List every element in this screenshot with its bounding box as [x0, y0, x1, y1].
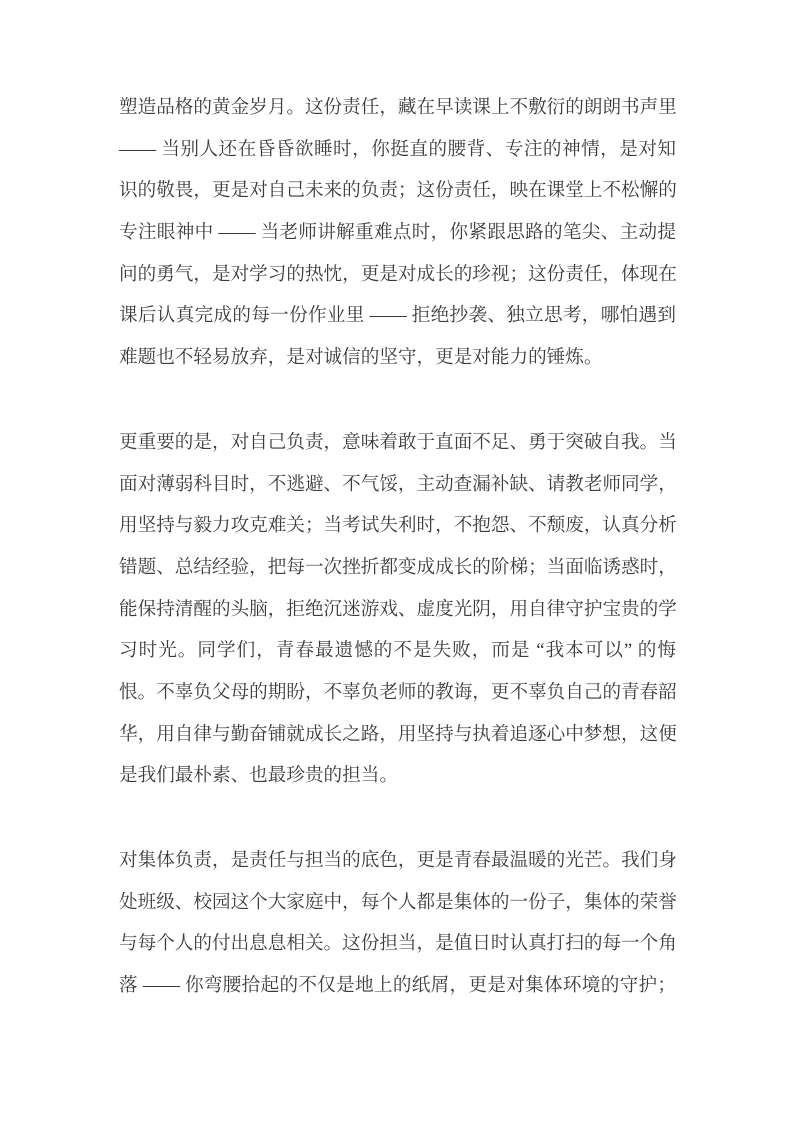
- paragraph-2: [119, 422, 676, 797]
- text-line: 错题、总结经验，把每一次挫折都变成成长的阶梯；当面临诱惑时，: [119, 556, 677, 578]
- text-line: 识的敬畏，更是对自己未来的负责；这份责任，映在课堂上不松懈的: [119, 180, 677, 202]
- text-line: 习时光。同学们，青春最遗憾的不是失败，而是 “我本可以” 的悔: [119, 640, 676, 662]
- text-line: 处班级、校园这个大家庭中，每个人都是集体的一份子，集体的荣誉: [119, 891, 677, 913]
- text-line: 对集体负责，是责任与担当的底色，更是青春最温暖的光芒。我们身: [119, 850, 677, 871]
- text-line: 更重要的是，对自己负责，意味着敢于直面不足、勇于突破自我。当: [119, 431, 677, 453]
- text-line: 难题也不轻易放弃，是对诚信的坚守，更是对能力的锤炼。: [119, 347, 603, 369]
- text-line: 恨。不辜负父母的期盼，不辜负老师的教诲，更不辜负自己的青春韶: [119, 681, 677, 703]
- text-line: 塑造品格的黄金岁月。这份责任，藏在早读课上不敷衍的朗朗书声里: [119, 97, 677, 118]
- paragraph-3: [119, 840, 676, 1007]
- text-line: 专注眼神中 —— 当老师讲解重难点时，你紧跟思路的笔尖、主动提: [119, 222, 676, 244]
- text-line: 面对薄弱科目时，不逃避、不气馁，主动查漏补缺、请教老师同学，: [119, 473, 677, 495]
- text-line: 课后认真完成的每一份作业里 —— 拒绝抄袭、独立思考，哪怕遇到: [119, 305, 676, 327]
- document-body: [119, 87, 676, 1007]
- text-line: —— 当别人还在昏昏欲睡时，你挺直的腰背、专注的神情，是对知: [119, 138, 676, 160]
- text-line: 是我们最朴素、也最珍贵的担当。: [119, 765, 398, 787]
- text-line: 与每个人的付出息息相关。这份担当，是值日时认真打扫的每一个角: [119, 933, 677, 955]
- text-line: 华，用自律与勤奋铺就成长之路，用坚持与执着追逐心中梦想，这便: [119, 723, 677, 745]
- text-line: 能保持清醒的头脑，拒绝沉迷游戏、虚度光阴，用自律守护宝贵的学: [119, 598, 677, 620]
- text-line: 落 —— 你弯腰拾起的不仅是地上的纸屑，更是对集体环境的守护；: [119, 975, 676, 997]
- text-line: 用坚持与毅力攻克难关；当考试失利时，不抱怨、不颓废，认真分析: [119, 515, 677, 537]
- text-line: 问的勇气，是对学习的热忱，更是对成长的珍视；这份责任，体现在: [119, 263, 677, 285]
- paragraph-1: [119, 87, 676, 379]
